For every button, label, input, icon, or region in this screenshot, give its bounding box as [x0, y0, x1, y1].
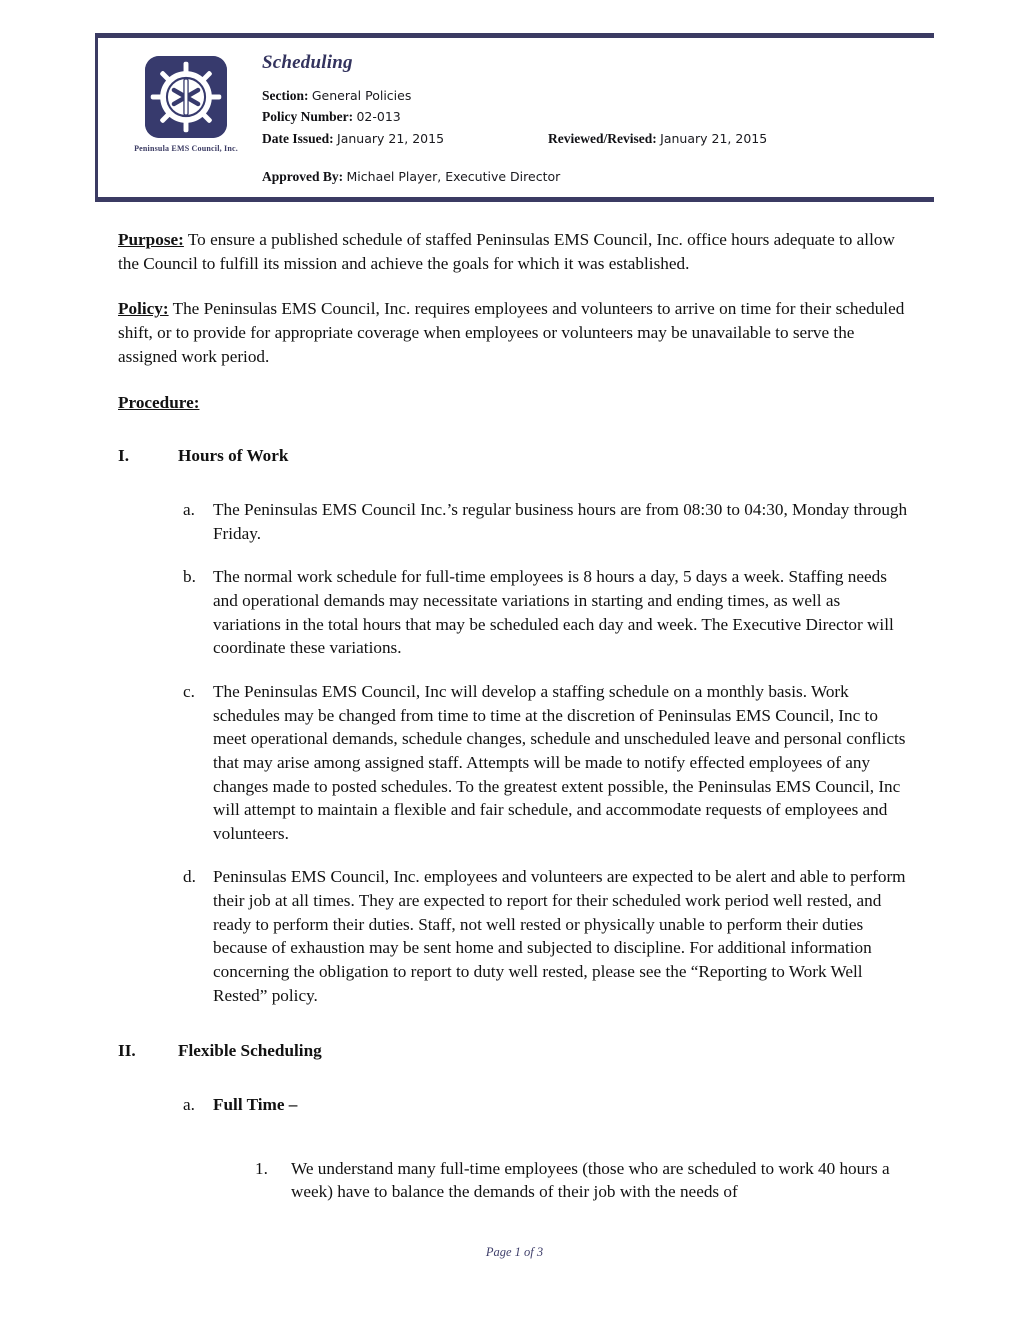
list-text: We understand many full-time employees (those who are scheduled to work 40 hours a week) have to balance the demands of their job with the needs of: [291, 1158, 890, 1202]
date-issued-label: Date Issued:: [262, 130, 334, 146]
list-text: Full Time –: [213, 1095, 298, 1115]
purpose-label: Purpose:: [118, 230, 184, 249]
list-marker: a.: [183, 1095, 195, 1115]
date-issued-value: January 21, 2015: [337, 130, 445, 146]
list-item: [118, 1093, 910, 1117]
procedure-heading: Procedure:: [118, 392, 200, 412]
date-issued-group: [262, 128, 444, 149]
list-marker: a.: [183, 500, 195, 520]
list-marker: b.: [183, 567, 196, 587]
list-item: [118, 865, 910, 1007]
policy-text: The Peninsulas EMS Council, Inc. requires employees and volunteers to arrive on time for their scheduled shift, or to provide for appropriate coverage when employees or volunteers may be unavailable to serve the assigned work period.: [118, 299, 905, 366]
policy-label: Policy:: [118, 299, 169, 319]
document-body: [118, 228, 910, 1218]
list-item: [118, 498, 910, 545]
spacer: [118, 1081, 910, 1093]
policy-number-label: Policy Number:: [262, 109, 354, 125]
section-title-i: Hours of Work: [178, 446, 289, 466]
reviewed-revised-value: January 21, 2015: [660, 130, 768, 146]
list-text: The normal work schedule for full-time employees is 8 hours a day, 5 days a week. Staffing needs and operational demands may necessitate variations in starting and ending times, as well as variations in the total hours that may be scheduled each day and week. The Executive Director will coordinate these variations.: [213, 567, 894, 658]
section-heading-i: [118, 444, 910, 468]
policy-paragraph: [118, 297, 910, 368]
logo-caption: Peninsula EMS Council, Inc.: [134, 144, 238, 153]
list-text: The Peninsulas EMS Council Inc.’s regular business hours are from 08:30 to 04:30, Monday through Friday.: [213, 500, 908, 543]
purpose-paragraph: [118, 228, 910, 275]
section-numeral-ii: II.: [118, 1041, 136, 1061]
header-meta-block: [256, 52, 934, 187]
section-title-ii: Flexible Scheduling: [178, 1041, 322, 1061]
section-i-items: [118, 498, 910, 1007]
page-number: Page 1 of 3: [485, 1245, 544, 1259]
approved-by-value: Michael Player, Executive Director: [346, 168, 561, 184]
meta-row-policy-number: [262, 106, 934, 127]
spacer: [118, 1137, 910, 1157]
list-marker: d.: [183, 867, 196, 887]
page-title: Scheduling: [262, 52, 353, 73]
logo-block: [116, 52, 256, 153]
section-ii-items: [118, 1093, 910, 1117]
list-marker: c.: [183, 681, 195, 701]
document-header: [95, 33, 934, 202]
meta-row-approved-by: [262, 166, 934, 187]
meta-row-dates: [262, 128, 934, 149]
meta-row-section: [262, 85, 934, 106]
section-value: General Policies: [311, 88, 412, 103]
list-text: The Peninsulas EMS Council, Inc will develop a staffing schedule on a monthly basis. Work schedules may be changed from time to time at the discretion of Peninsulas EMS Council, Inc to meet operational demands, schedule changes, schedule and unscheduled leave and personal conflicts that may arise among assigned staff. Attempts will be made to notify effected employees of any changes made to posted schedules. To the greatest extent possible, the Peninsulas EMS Council, Inc will attempt to maintain a flexible and fair schedule, and accommodate requests of employees and volunteers.: [213, 681, 906, 843]
purpose-text: To ensure a published schedule of staffed Peninsulas EMS Council, Inc. office hours adequate to allow the Council to fulfill its mission and achieve the goals for which it was established.: [118, 230, 895, 273]
section-numeral-i: I.: [118, 446, 129, 466]
spacer: [118, 486, 910, 498]
spacer: [118, 1027, 910, 1039]
list-item: [118, 680, 910, 845]
policy-number-value: 02-013: [356, 109, 401, 125]
list-text: Peninsulas EMS Council, Inc. employees and volunteers are expected to be alert and able to perform their job at all times. They are expected to report for their scheduled work period well rested, and ready to perform their duties. Staff, not well rested or physically unable to perform their duties because of exhaustion may be sent home and subjected to discipline. For additional information concerning the obligation to report to duty well rested, please see the “Reporting to Work Well Rested” policy.: [213, 867, 906, 1005]
list-item: [118, 565, 910, 660]
section-heading-ii: [118, 1039, 910, 1063]
list-marker: 1.: [255, 1158, 268, 1178]
reviewed-revised-group: [548, 128, 767, 149]
page-footer: [0, 1245, 1029, 1260]
reviewed-revised-label: Reviewed/Revised:: [548, 130, 657, 146]
approved-by-label: Approved By:: [262, 168, 344, 184]
section-label: Section:: [262, 88, 309, 103]
list-item: [118, 1157, 910, 1204]
ship-wheel-star-of-life-logo-icon: [145, 56, 227, 138]
